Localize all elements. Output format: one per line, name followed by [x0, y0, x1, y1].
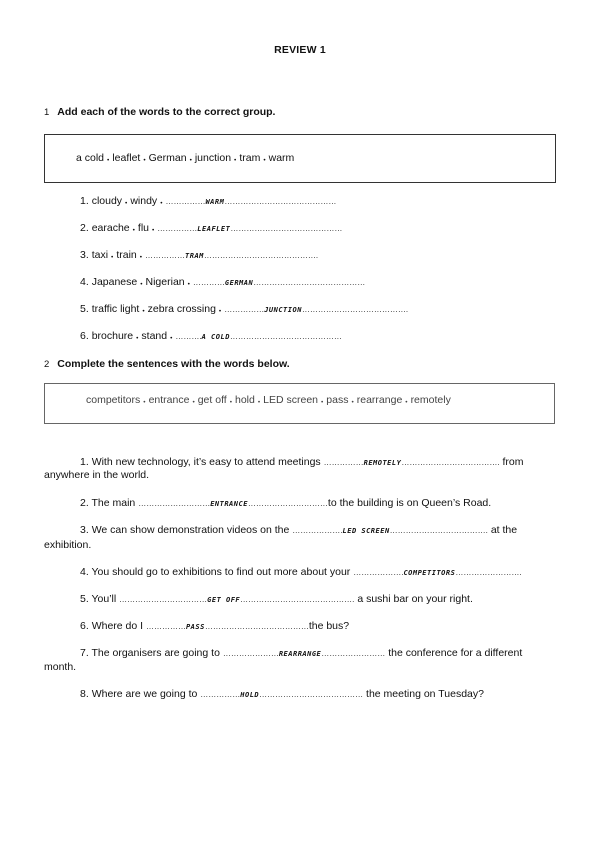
handwritten-answer[interactable]: REMOTELY [363, 459, 402, 467]
dotted-line: …………………………………… [229, 332, 342, 341]
word: remotely [410, 394, 451, 406]
dotted-line: …………………………… [119, 595, 208, 604]
item-word: earache [91, 222, 130, 234]
separator: • [218, 308, 222, 315]
q2-sentence-3 [80, 524, 517, 536]
separator: • [140, 281, 143, 288]
sentence-text: You’ll [91, 593, 117, 605]
word: LED screen [263, 394, 318, 406]
item-number: 2. [80, 497, 89, 509]
dotted-line: …………………………………. [301, 305, 409, 314]
item-number: 1. [80, 456, 89, 468]
separator: • [351, 399, 354, 406]
sentence-text: With new technology, it’s easy to attend meetings [91, 456, 321, 468]
q2-number: 2 [44, 359, 50, 370]
q1-item-5 [80, 303, 408, 315]
dotted-line: …………………………………… [224, 197, 337, 206]
sentence-text: to the building is on Queen’s Road. [327, 497, 492, 509]
handwritten-answer[interactable]: ENTRANCE [210, 500, 248, 508]
word: junction [194, 152, 232, 164]
item-number: 8. [80, 688, 89, 700]
dotted-line: …………… [145, 251, 186, 260]
separator: • [160, 200, 163, 207]
item-word: Japanese [91, 276, 138, 288]
dotted-line: …………………………………… [230, 224, 343, 233]
q1-item-3 [80, 249, 318, 261]
q2-sentence-7-cont: month. [44, 661, 77, 673]
sentence-text: a sushi bar on your right. [357, 593, 473, 605]
item-number: 1. [80, 195, 89, 207]
word: warm [268, 152, 295, 164]
dotted-line: …………………… [321, 649, 386, 658]
q2-word-list [86, 394, 451, 406]
handwritten-answer[interactable]: LEAFLET [197, 225, 231, 233]
q1-item-6 [80, 330, 342, 342]
item-number: 6. [80, 330, 89, 342]
word: competitors [86, 394, 141, 406]
q1-number: 1 [44, 107, 50, 118]
item-number: 6. [80, 620, 89, 632]
item-number: 3. [80, 249, 89, 261]
sentence-text: from [502, 456, 524, 468]
sentence-text: at the [490, 524, 518, 536]
dotted-line: ……………………. [455, 568, 522, 577]
item-number: 5. [80, 593, 89, 605]
word: tram [239, 152, 261, 164]
item-word: stand [141, 330, 168, 342]
separator: • [263, 157, 266, 164]
sentence-text: Where do I [91, 620, 144, 632]
q1-item-4 [80, 276, 365, 288]
word: rearrange [356, 394, 403, 406]
item-number: 2. [80, 222, 89, 234]
item-word: flu [137, 222, 150, 234]
item-word: Nigerian [145, 276, 185, 288]
item-word: zebra crossing [147, 303, 216, 315]
separator: • [142, 308, 145, 315]
handwritten-answer[interactable]: LED SCREEN [342, 527, 390, 535]
dotted-line: ……………………… [138, 499, 211, 508]
handwritten-answer[interactable]: WARM [205, 198, 225, 206]
handwritten-answer[interactable]: TRAM [185, 252, 204, 260]
item-word: cloudy [91, 195, 123, 207]
dotted-line: ………………………………. [401, 458, 500, 467]
separator: • [234, 157, 237, 164]
sentence-text: We can show demonstration videos on the [91, 524, 290, 536]
handwritten-answer[interactable]: COMPETITORS [403, 569, 456, 577]
dotted-line: …………… [224, 305, 265, 314]
handwritten-answer[interactable]: GERMAN [224, 279, 254, 287]
word: get off [197, 394, 227, 406]
separator: • [107, 157, 110, 164]
dotted-line: ………………. [292, 526, 343, 535]
q2-sentence-2 [80, 497, 491, 509]
q2-heading [44, 358, 290, 370]
separator: • [136, 335, 139, 342]
q2-sentence-3-cont: exhibition. [44, 539, 92, 551]
q1-word-list [76, 152, 294, 164]
dotted-line: ………………………………… [259, 690, 364, 699]
separator: • [143, 157, 146, 164]
item-word: traffic light [91, 303, 140, 315]
dotted-line: …………… [157, 224, 198, 233]
separator: • [257, 399, 261, 406]
separator: • [187, 281, 190, 288]
q1-instruction: Add each of the words to the correct group. [57, 106, 276, 118]
separator: • [143, 399, 146, 406]
handwritten-answer[interactable]: JUNCTION [264, 306, 302, 314]
separator: • [229, 399, 232, 406]
q2-instruction: Complete the sentences with the words below. [57, 358, 290, 370]
handwritten-answer[interactable]: HOLD [240, 691, 260, 699]
dotted-line: ………………………………… [204, 622, 309, 631]
separator: • [139, 254, 143, 261]
item-word: brochure [91, 330, 134, 342]
dotted-line: …………… [200, 690, 241, 699]
separator: • [125, 200, 128, 207]
q1-item-2 [80, 222, 342, 234]
dotted-line: ………. [175, 332, 202, 341]
word: entrance [148, 394, 190, 406]
dotted-line: ………………. [353, 568, 404, 577]
word: leaflet [112, 152, 141, 164]
q2-sentence-6 [80, 620, 349, 632]
separator: • [321, 399, 324, 406]
handwritten-answer[interactable]: REARRANGE [278, 650, 322, 658]
q1-item-1 [80, 195, 336, 207]
handwritten-answer[interactable]: A COLD [201, 333, 230, 341]
sentence-text: Where are we going to [91, 688, 198, 700]
item-word: train [116, 249, 137, 261]
separator: • [132, 227, 135, 234]
page-title: REVIEW 1 [274, 44, 326, 56]
separator: • [111, 254, 114, 261]
q2-sentence-1 [80, 456, 523, 468]
item-number: 5. [80, 303, 89, 315]
separator: • [170, 335, 173, 342]
dotted-line: ………………………………. [389, 526, 488, 535]
item-word: windy [130, 195, 158, 207]
dotted-line: …………… [323, 458, 364, 467]
sentence-text: The main [91, 497, 136, 509]
separator: • [152, 227, 155, 234]
dotted-line: ……………………………………. [240, 595, 355, 604]
dotted-line: ………… [192, 278, 225, 287]
separator: • [189, 157, 192, 164]
q2-sentence-1-cont: anywhere in the world. [44, 469, 150, 481]
item-number: 4. [80, 566, 89, 578]
dotted-line: ………………………… [247, 499, 328, 508]
q2-sentence-5 [80, 593, 473, 605]
handwritten-answer[interactable]: PASS [185, 623, 205, 631]
item-number: 7. [80, 647, 89, 659]
separator: • [192, 399, 195, 406]
handwritten-answer[interactable]: GET OFF [207, 596, 241, 604]
sentence-text: The organisers are going to [91, 647, 220, 659]
word: a cold [76, 152, 105, 164]
item-number: 3. [80, 524, 89, 536]
word: pass [326, 394, 349, 406]
dotted-line: …………… [165, 197, 206, 206]
q2-sentence-4 [80, 566, 522, 578]
sentence-text: the conference for a different [388, 647, 523, 659]
sentence-text: the bus? [308, 620, 350, 632]
q2-sentence-8 [80, 688, 484, 700]
dotted-line: ………………… [222, 649, 279, 658]
sentence-text: the meeting on Tuesday? [366, 688, 484, 700]
sentence-text: You should go to exhibitions to find out more about your [91, 566, 351, 578]
q2-sentence-7 [80, 647, 522, 659]
item-number: 4. [80, 276, 89, 288]
dotted-line: …………… [145, 622, 186, 631]
word: German [148, 152, 187, 164]
q1-heading [44, 106, 275, 118]
separator: • [405, 399, 408, 406]
item-word: taxi [91, 249, 109, 261]
word: hold [235, 394, 255, 406]
dotted-line: …………………………………… [253, 278, 366, 287]
dotted-line: ……………………………………. [203, 251, 319, 260]
